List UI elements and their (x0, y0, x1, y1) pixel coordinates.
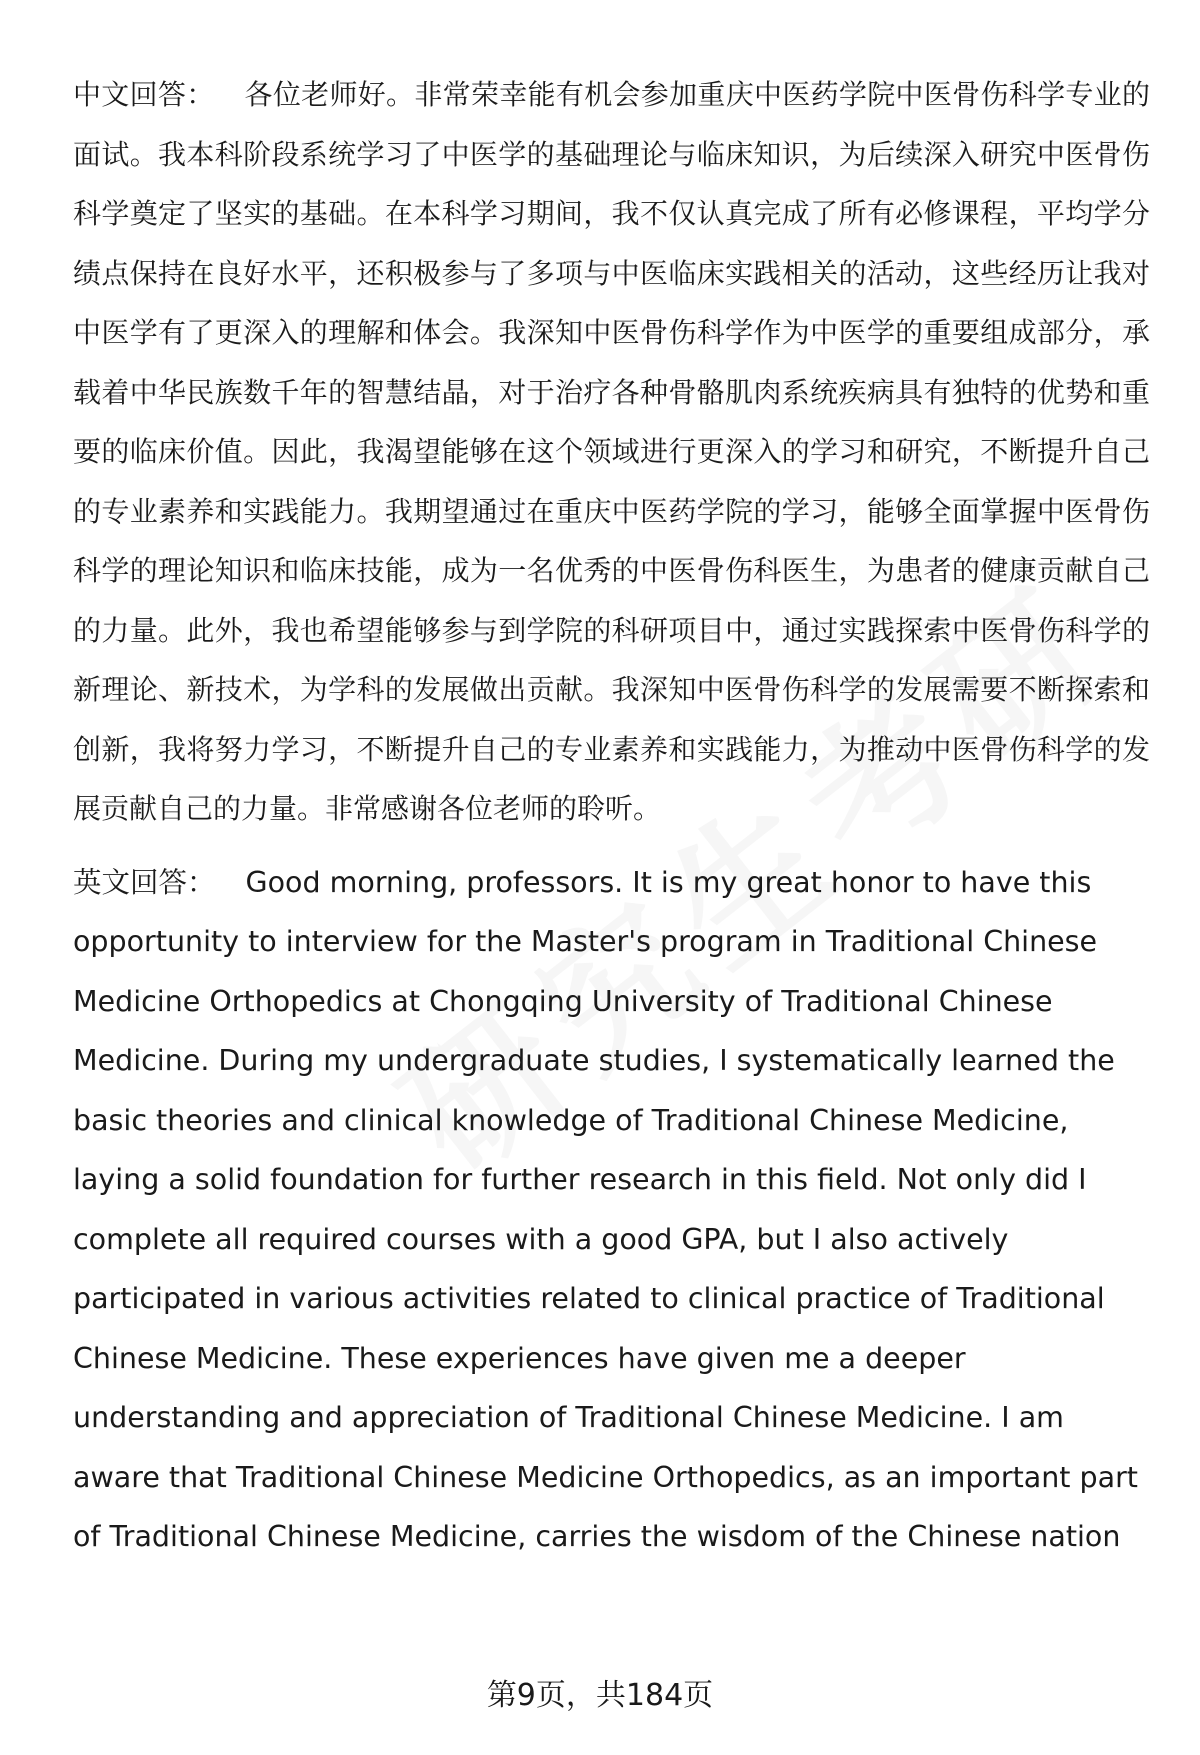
chinese-answer-text: 各位老师好。非常荣幸能有机会参加重庆中医药学院中医骨伤科学专业的面试。我本科阶段系统学习了中医学的基础理论与临床知识，为后续深入研究中医骨伤科学奠定了坚实的基础。在本科学习期间，我不仅认真完成了所有必修课程，平均学分绩点保持在良好水平，还积极参与了多项与中医临床实践相关的活动，这些经历让我对中医学有了更深入的理解和体会。我深知中医骨伤科学作为中医学的重要组成部分，承载着中华民族数千年的智慧结晶，对于治疗各种骨骼肌肉系统疾病具有独特的优势和重要的临床价值。因此，我渴望能够在这个领域进行更深入的学习和研究，不断提升自己的专业素养和实践能力。我期望通过在重庆中医药学院的学习，能够全面掌握中医骨伤科学的理论知识和临床技能，成为一名优秀的中医骨伤科医生，为患者的健康贡献自己的力量。此外，我也希望能够参与到学院的科研项目中，通过实践探索中医骨伤科学的新理论、新技术，为学科的发展做出贡献。我深知中医骨伤科学的发展需要不断探索和创新，我将努力学习，不断提升自己的专业素养和实践能力，为推动中医骨伤科学的发展贡献自己的力量。非常感谢各位老师的聆听。 (73, 78, 1150, 825)
english-answer-text: Good morning, professors. It is my great honor to have this opportunity to interview for the Master's program in Traditional Chinese Medicine Orthopedics at Chongqing University of Traditional Chinese Medicine. During my undergraduate studies, I systematically learned the basic theories and clinical knowledge of Traditional Chinese Medicine, laying a solid foundation for further research in this field. Not only did I complete all required courses with a good GPA, but I also actively participated in various activities related to clinical practice of Traditional Chinese Medicine. These experiences have given me a deeper understanding and appreciation of Traditional Chinese Medicine. I am aware that Traditional Chinese Medicine Orthopedics, as an important part of Traditional Chinese Medicine, carries the wisdom of the Chinese nation (73, 865, 1138, 1553)
document-body (73, 65, 1150, 1567)
english-answer-paragraph (73, 853, 1150, 1567)
chinese-answer-label: 中文回答： (73, 78, 215, 111)
english-answer-label: 英文回答： (73, 865, 216, 899)
chinese-answer-paragraph (73, 65, 1150, 839)
page-indicator: 第9页，共184页 (486, 1678, 714, 1713)
